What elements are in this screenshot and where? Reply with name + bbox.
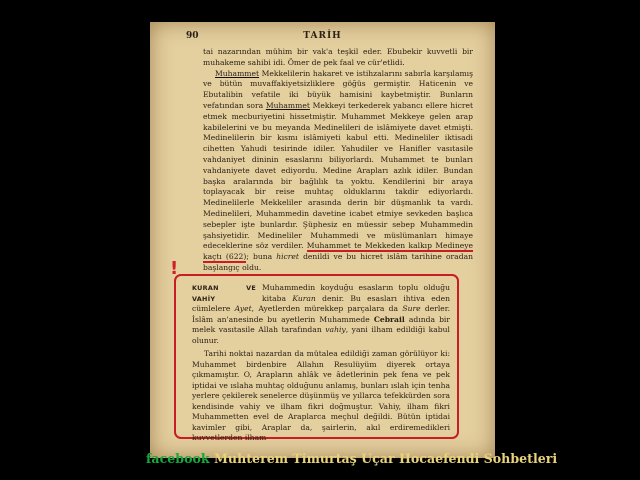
term-ayet: Ayet: [234, 304, 252, 313]
page-header: [150, 31, 495, 45]
main-text: [203, 47, 473, 274]
section-text: derler. İslâm an'anesinde bu ayetlerin Muhammede: [192, 304, 451, 324]
section-text: adında bir melek vasıtasile Allah tarafından: [192, 314, 450, 334]
highlight-name-1: Muhammet: [215, 68, 260, 78]
term-kuran: Kuran: [292, 293, 316, 303]
section-text: , yani ilham edildiği kabul olunur.: [192, 325, 450, 345]
watermark-footer: [146, 451, 557, 466]
annotation-exclamation: !: [170, 258, 179, 279]
quran-section-p2: Tarihi noktai nazardan da mütalea edildiği zaman görülüyor ki: Muhammet birdenbire Allahın Resulüyüm diyerek ortaya çıkmamıştır. O, Arapların ahlâk ve âdetlerinin pek fena ve pek iptidai ve ıslaha muhtaç olduğunu anlamış, bunları ıslah için tenha yerlere çekilerek senelerce düşünmüş ve yıllarca tefekkürden sora kendisinde vahiy ve ilham fikri doğmuştur. Vahiy, ilham fikri Muhammetten evel de Araplarca meçhul değildi. Bütün iptidai kavimler gibi, Araplar da, şairlerin, akıl erdiremedikleri kuvvetlerden ilham: [192, 349, 450, 442]
running-title: TARİH: [303, 31, 342, 41]
paragraph-2-text-d: denildi ve bu hicret islâm tarihine oradan başlangıç oldu.: [203, 252, 473, 272]
paragraph-2-text-c: ; buna: [246, 252, 273, 262]
paragraph-1: tai nazarından mühim bir vak'a teşkil eder. Ebubekir kuvvetli bir muhakeme sahibi idi. Ömer de pek faal ve cür'etlidi.: [203, 47, 473, 67]
paragraph-2: [203, 69, 473, 274]
section-text: , Ayetlerden mürekkep parçalara da: [251, 304, 399, 313]
term-cebrail: Cebrail: [373, 314, 405, 324]
paragraph-2-text-a: Mekkelilerin hakaret ve istihzalarını sabırla karşılamış ve bütün muvaffakiyetsizliklere göğüs germiştir. Haticenin ve Ebutalibin vefatile iki büyük hamisini kaybetmiştir. Bunların vefatından sora: [203, 68, 473, 110]
quran-section-p1: [192, 283, 450, 346]
highlight-name-2: Muhammet: [265, 100, 310, 110]
hijra-term: hicret: [276, 252, 299, 262]
footer-owner: Muhterem Timurtaş Uçar Hocaefendi Sohbetleri: [213, 451, 558, 466]
paragraph-2-text-b: Mekkeyi terkederek yabancı ellere hicret etmek mecburiyetini hissetmiştir. Muhammet Mekkeye gelen arap kabilelerini ve bu meyanda Medinelileri de islâmiyete davet etmişti. Medinelilerin bir kısmı islâmiyeti kabul etti. Medineliler iktisadi cihetten Yahudi tesirinde idiler. Yahudiler ve Hanifler vasıtasile vahdaniyet dininin esaslarını biliyorlardı. Muhammet te bunları vahdaniyete davet ediyordu. Medine Arapları azlık idiler. Bundan başka aralarında bir bağlılık ta yoktu. Kendilerini bir araya toplayacak bir reise muhtaç olduklarını takdir ediyorlardı. Medinelilerle Mekkeliler arasında derin bir düşmanlık ta vardı. Medinelileri, Muhammedin davetine icabet etmiye sevkeden başlıca sebepler işte bunlardır. Şüphesiz en müessir sebep Muhammedin şahsiyetidir. Medineliler Muhammedi ve müslümanları himaye edeceklerine söz verdiler.: [203, 100, 473, 251]
highlight-hijra-sentence: Muhammet te Mekkeden kalkıp Medineye kaçtı (622): [203, 241, 473, 262]
term-vahiy: vahiy: [325, 325, 346, 334]
page-number: 90: [186, 31, 199, 41]
footer-platform: facebook: [146, 451, 210, 466]
term-sure: Sure: [402, 304, 421, 313]
section-text: Muhammedin koyduğu esasların toplu olduğu kitaba: [262, 283, 450, 303]
side-heading: KURAN VE VAHİY: [192, 284, 256, 303]
quran-section: [192, 283, 450, 444]
section-text: denir. Bu esasları ihtiva eden cümlelere: [192, 293, 451, 313]
